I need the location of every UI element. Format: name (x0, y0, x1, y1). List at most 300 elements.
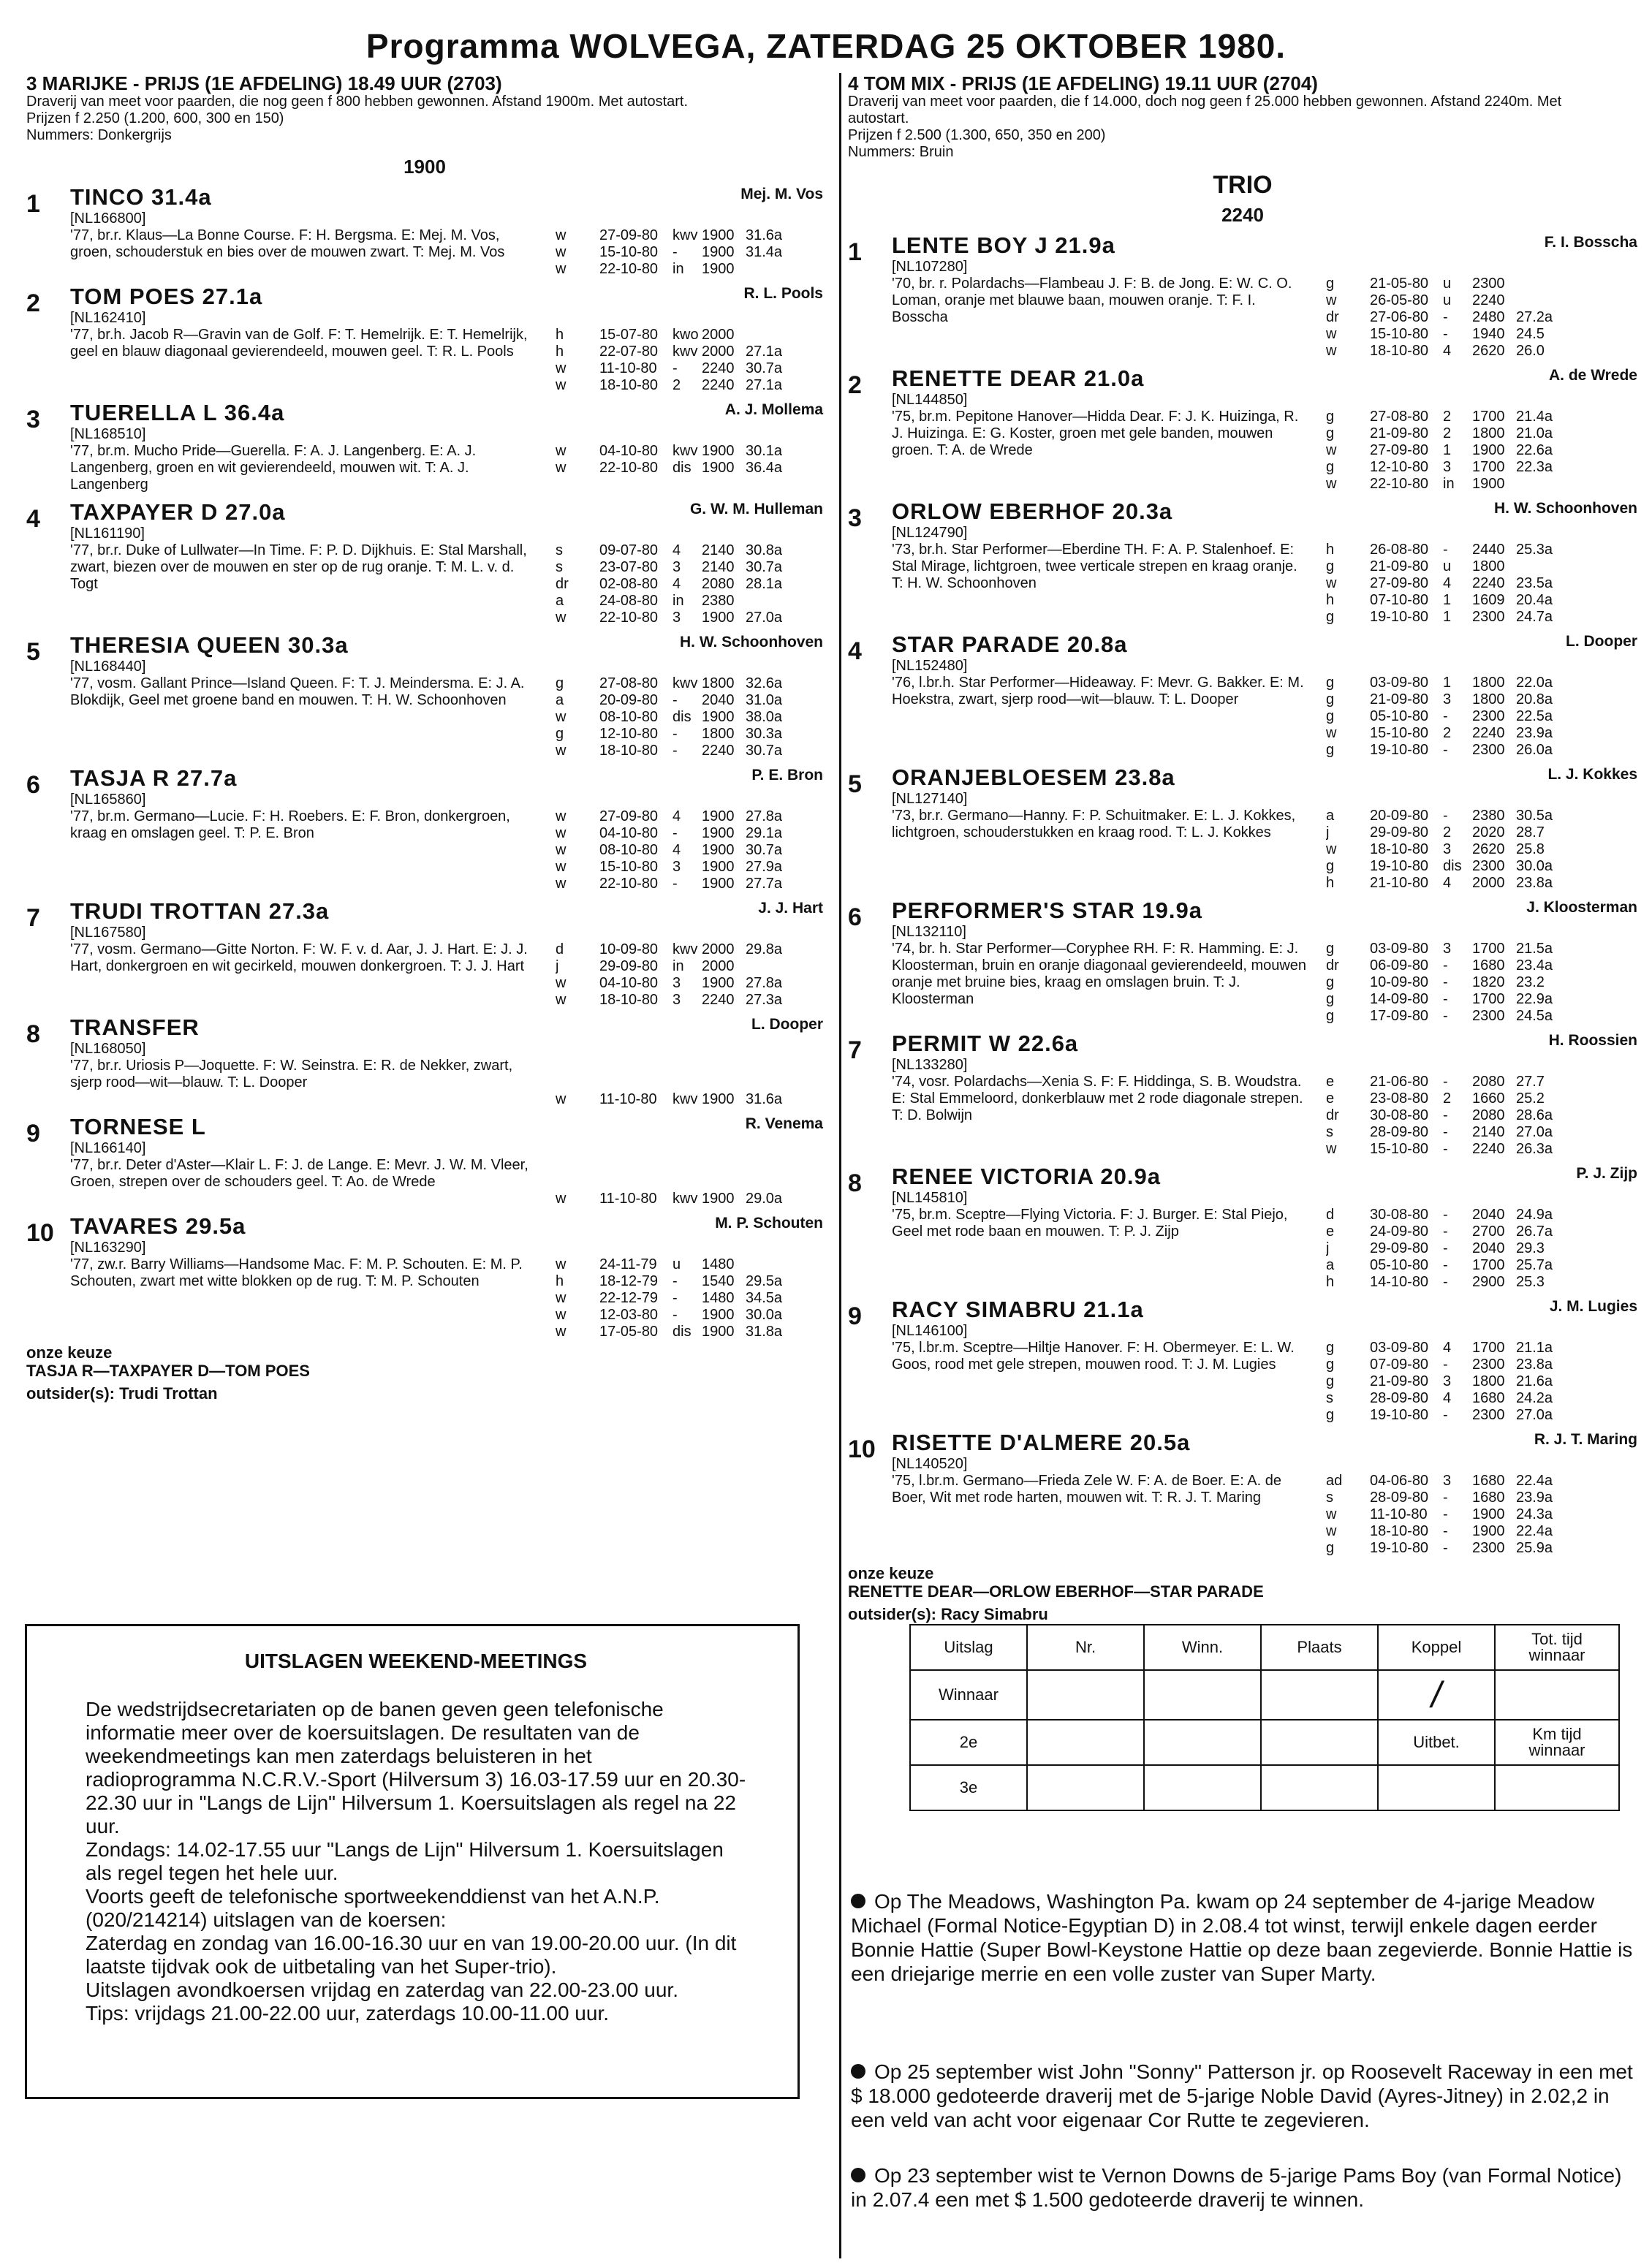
form-cell: 1900 (702, 1091, 735, 1107)
form-cell: dr (556, 576, 569, 592)
form-cell: kwv (672, 1191, 698, 1207)
horse-name: TOM POES 27.1a (70, 284, 263, 309)
keuze: TASJA R—TAXPAYER D—TOM POES (26, 1362, 310, 1380)
form-cell: 21-09-80 (1370, 558, 1429, 574)
form-cell: 27.3a (746, 992, 783, 1008)
form-cell: w (556, 808, 567, 824)
horse-entry (848, 1031, 1637, 1158)
form-cell (599, 1157, 672, 1174)
weekend-results-box (25, 1624, 800, 2099)
form-cell: 4 (1443, 1390, 1452, 1406)
box-paragraph: De wedstrijdsecretariaten op de banen geven geen telefonische informatie meer over de koersuitslagen. De resultaten van de weekendmeetings kan men zaterdags beluisteren in het radioprogramma N.C.R.V.-Sport (Hilversum 3) 16.03-17.59 uur en 20.30-22.30 uur in "Langs de Lijn" Hilversum 1. Koersuitslagen als regel na 22 uur. (86, 1698, 746, 1837)
form-cell: - (672, 825, 678, 841)
header-cell: Nr. (1027, 1625, 1144, 1670)
driver-name: J. Kloosterman (1526, 899, 1637, 916)
horse-number: 1 (848, 238, 862, 266)
form-cell: 4 (672, 842, 681, 858)
form-cell: - (1443, 1107, 1448, 1123)
form-row (556, 460, 797, 477)
form-cell: - (1443, 957, 1448, 974)
form-row (556, 726, 797, 743)
form-cell: 22.4a (1516, 1473, 1553, 1489)
horse-code: [NL163290] (70, 1240, 146, 1256)
form-table (1326, 658, 1567, 759)
driver-name: P. J. Zijp (1576, 1165, 1637, 1182)
driver-name: J. M. Lugies (1549, 1298, 1637, 1315)
horse-entry (848, 1430, 1637, 1557)
form-row (556, 1290, 797, 1307)
form-cell: 22-12-79 (599, 1290, 659, 1306)
form-row (1326, 442, 1567, 459)
form-cell: h (556, 344, 564, 360)
form-cell: kwv (672, 227, 698, 243)
form-cell (1516, 276, 1567, 292)
form-cell: 2000 (1472, 875, 1505, 891)
horse-code: [NL144850] (892, 392, 968, 408)
form-cell: 22-07-80 (599, 344, 659, 360)
form-cell: 23.9a (1516, 1490, 1553, 1506)
form-cell: 07-09-80 (1370, 1357, 1429, 1373)
form-cell: w (556, 743, 567, 759)
race-2703 (26, 73, 823, 1403)
form-table (1326, 1456, 1567, 1557)
form-cell: 4 (1443, 1340, 1452, 1356)
form-row (556, 941, 797, 958)
form-cell: g (1326, 675, 1335, 691)
form-cell (556, 1058, 599, 1074)
form-cell: 1700 (1472, 991, 1505, 1007)
news-item: Op The Meadows, Washington Pa. kwam op 24 september de 4-jarige Meadow Michael (Formal Notice-Egyptian D) in 2.08.4 tot winst, terwijl enkele dagen eerder Bonnie Hattie (Super Bowl-Keystone Hattie op deze baan zegevierde. Bonnie Hattie is een driejarige merrie en een volle zuster van Super Marty. (851, 1890, 1633, 1985)
form-table (556, 426, 797, 493)
horse-number: 9 (26, 1120, 40, 1147)
form-cell: 1700 (1472, 409, 1505, 425)
form-cell: w (556, 1290, 567, 1306)
horse-name: RACY SIMABRU 21.1a (892, 1297, 1144, 1322)
horse-name: STAR PARADE 20.8a (892, 631, 1128, 657)
form-cell: 15-10-80 (1370, 326, 1429, 342)
form-cell: 12-10-80 (1370, 459, 1429, 475)
form-cell: h (1326, 592, 1335, 608)
horse-entry (26, 284, 823, 394)
form-cell: dr (1326, 309, 1339, 325)
form-cell: 27-09-80 (599, 227, 659, 243)
form-cell: 30.7a (746, 360, 783, 376)
race-numbers: Nummers: Donkergrijs (26, 127, 172, 143)
form-cell: 08-10-80 (599, 709, 659, 725)
form-row (1326, 691, 1567, 708)
form-cell: g (1326, 276, 1335, 292)
form-cell: 2480 (1472, 309, 1505, 325)
form-cell: 2620 (1472, 841, 1505, 857)
form-cell: - (672, 1290, 678, 1306)
form-cell: 1680 (1472, 1390, 1505, 1406)
form-cell: 2080 (1472, 1074, 1505, 1090)
form-cell: 4 (672, 808, 681, 824)
form-cell: 11-10-80 (599, 1091, 657, 1107)
form-cell: 2300 (1472, 1008, 1505, 1024)
form-cell: - (672, 1273, 678, 1289)
form-cell: w (556, 842, 567, 858)
horse-info: '76, l.br.h. Star Performer—Hideaway. F: Mevr. G. Bakker. E: M. Hoekstra, zwart, sjerp rood—wit—blauw. T: L. Dooper (892, 675, 1304, 707)
form-cell: - (1443, 326, 1448, 342)
form-cell: e (1326, 1223, 1335, 1240)
form-cell: 22.5a (1516, 708, 1553, 724)
form-cell: 23-08-80 (1370, 1090, 1429, 1107)
horse-code: [NL124790] (892, 525, 968, 541)
form-cell: d (1326, 1207, 1335, 1223)
horse-number: 8 (26, 1020, 40, 1048)
form-cell: - (1443, 1124, 1448, 1140)
form-cell: 2000 (702, 344, 735, 360)
form-cell: 1 (1443, 609, 1452, 625)
race-2704 (848, 73, 1637, 1623)
form-cell: u (1443, 292, 1452, 308)
form-cell: 4 (672, 576, 681, 592)
form-cell: 3 (1443, 459, 1452, 475)
horse-entry (848, 232, 1637, 360)
horse-entry (26, 400, 823, 493)
form-cell: 19-10-80 (1370, 858, 1429, 874)
form-cell: w (556, 227, 567, 243)
form-cell: 1800 (1472, 1373, 1505, 1389)
form-cell: 30.5a (1516, 808, 1553, 824)
table-cell (1261, 1670, 1378, 1720)
form-table (1326, 259, 1567, 360)
horse-entry (26, 1114, 823, 1207)
form-table (556, 1041, 797, 1108)
form-cell: w (556, 244, 567, 260)
form-cell: - (1443, 808, 1448, 824)
horse-code: [NL107280] (892, 259, 968, 275)
form-cell: 21.6a (1516, 1373, 1553, 1389)
header-cell: Winn. (1144, 1625, 1261, 1670)
form-cell: 1609 (1472, 592, 1505, 608)
form-row (1326, 326, 1567, 343)
form-cell: 18-10-80 (1370, 343, 1429, 359)
form-cell: 22-10-80 (599, 460, 659, 476)
form-cell: - (1443, 1540, 1448, 1556)
form-cell: 03-09-80 (1370, 941, 1429, 957)
form-cell (672, 1157, 702, 1174)
form-cell: j (1326, 1240, 1330, 1256)
form-cell: 1480 (702, 1256, 735, 1272)
form-row (556, 559, 797, 576)
form-row (556, 992, 797, 1009)
form-cell: 1 (1443, 442, 1452, 458)
trio-result-table (909, 1624, 1620, 1811)
form-cell: dis (672, 1324, 692, 1340)
form-cell: 1700 (1472, 1340, 1505, 1356)
form-cell: s (1326, 1390, 1333, 1406)
horse-info: '77, br.m. Germano—Lucie. F: H. Roebers. E: F. Bron, donkergroen, kraag en omslagen geel. T: P. E. Bron (70, 808, 510, 841)
form-cell: 21-05-80 (1370, 276, 1429, 292)
form-cell: 3 (672, 992, 681, 1008)
form-cell: 2 (672, 377, 681, 393)
form-cell: 04-10-80 (599, 443, 659, 459)
form-row (1326, 708, 1567, 725)
form-cell: 4 (1443, 575, 1452, 591)
form-row (556, 808, 797, 825)
horse-entry (848, 898, 1637, 1025)
form-cell: 10-09-80 (599, 941, 659, 957)
form-cell: w (1326, 326, 1337, 342)
horse-entry (26, 1014, 823, 1108)
form-row (1326, 409, 1567, 425)
horse-code: [NL132110] (892, 924, 966, 940)
form-cell: 28.6a (1516, 1107, 1553, 1123)
horse-name: RISETTE D'ALMERE 20.5a (892, 1430, 1191, 1455)
form-cell: 28-09-80 (1370, 1390, 1429, 1406)
form-cell: 2440 (1472, 542, 1505, 558)
form-cell: - (1443, 1357, 1448, 1373)
form-row (1326, 941, 1567, 957)
form-cell: 04-10-80 (599, 825, 659, 841)
table-cell (1027, 1720, 1144, 1765)
form-row (556, 593, 797, 610)
horse-entry (26, 184, 823, 278)
form-cell: s (1326, 1490, 1333, 1506)
form-cell: 12-03-80 (599, 1307, 659, 1323)
form-cell: 3 (1443, 691, 1452, 707)
race-distance: 1900 (403, 156, 446, 178)
form-cell: 2 (1443, 425, 1452, 441)
form-cell: h (556, 1273, 564, 1289)
form-cell: 12-10-80 (599, 726, 659, 742)
form-cell: 2000 (702, 958, 735, 974)
horse-info: '77, zw.r. Barry Williams—Handsome Mac. F: M. P. Schouten. E: M. P. Schouten, zwart met witte blokken op de rug. T: M. P. Schouten (70, 1256, 523, 1289)
form-cell: 1680 (1472, 1490, 1505, 1506)
form-cell: 15-10-80 (1370, 725, 1429, 741)
form-cell: 3 (1443, 1473, 1452, 1489)
form-cell: - (672, 360, 678, 376)
form-cell: 04-06-80 (1370, 1473, 1429, 1489)
form-cell: 19-10-80 (1370, 742, 1429, 758)
form-cell (672, 1058, 702, 1074)
form-cell: 38.0a (746, 709, 783, 725)
form-cell: 22.0a (1516, 675, 1553, 691)
form-cell: 1900 (702, 709, 735, 725)
form-cell: j (1326, 824, 1330, 841)
horse-info: '75, br.m. Sceptre—Flying Victoria. F: J. Burger. E: Stal Piejo, Geel met rode baan en mouwen. T: P. J. Zijp (892, 1207, 1288, 1240)
form-cell: 2 (1443, 409, 1452, 425)
form-cell (702, 1174, 746, 1191)
form-table (556, 210, 797, 278)
form-cell: a (1326, 808, 1335, 824)
form-cell: 3 (1443, 1373, 1452, 1389)
form-cell: 15-07-80 (599, 327, 659, 343)
form-cell: w (1326, 442, 1337, 458)
horse-entry (26, 1213, 823, 1340)
form-table (1326, 791, 1567, 892)
form-row (1326, 459, 1567, 476)
form-cell: 1900 (702, 443, 735, 459)
form-cell: 1660 (1472, 1090, 1505, 1107)
form-cell: 30.0a (1516, 858, 1553, 874)
driver-name: M. P. Schouten (715, 1215, 823, 1232)
form-cell: 15-10-80 (599, 244, 659, 260)
form-cell: - (1443, 309, 1448, 325)
form-cell (746, 958, 797, 975)
form-cell: kwv (672, 344, 698, 360)
form-row (556, 675, 797, 692)
form-cell: g (556, 726, 564, 742)
form-cell (1516, 476, 1567, 493)
form-cell: 2240 (702, 992, 735, 1008)
form-cell: 27-08-80 (599, 675, 659, 691)
form-table (556, 792, 797, 892)
form-cell: 1900 (1472, 476, 1505, 492)
form-row (556, 244, 797, 261)
form-cell: a (556, 593, 564, 609)
form-row (556, 709, 797, 726)
horse-info: '77, br.r. Duke of Lullwater—In Time. F: P. D. Dijkhuis. E: Stal Marshall, zwart, biezen over de mouwen en ster op de rug oranje. T: M. L. v. d. Togt (70, 542, 527, 592)
form-cell: g (1326, 742, 1335, 758)
form-row (556, 958, 797, 975)
form-cell: 31.6a (746, 1091, 783, 1107)
form-cell: 22-10-80 (1370, 476, 1429, 492)
form-cell: - (672, 743, 678, 759)
form-cell: 2240 (702, 360, 735, 376)
form-cell: 23.8a (1516, 875, 1553, 891)
form-cell: - (1443, 1490, 1448, 1506)
form-cell: g (1326, 409, 1335, 425)
form-table (1326, 525, 1567, 626)
row-label: 3e (910, 1765, 1027, 1810)
form-cell: - (672, 876, 678, 892)
table-cell (1261, 1720, 1378, 1765)
form-cell: 2240 (1472, 575, 1505, 591)
form-cell: g (1326, 858, 1335, 874)
form-cell: 2140 (702, 559, 735, 575)
horse-code: [NL166800] (70, 210, 146, 227)
horse-code: [NL162410] (70, 310, 146, 326)
form-row (556, 975, 797, 992)
form-row (1326, 1473, 1567, 1490)
trio-label: TRIO (1213, 171, 1273, 199)
form-cell: g (1326, 558, 1335, 574)
form-cell: w (1326, 343, 1337, 359)
form-cell: g (1326, 691, 1335, 707)
form-cell: - (1443, 708, 1448, 724)
form-cell (556, 1174, 599, 1191)
form-row (556, 1324, 797, 1340)
form-cell: 27.2a (1516, 309, 1553, 325)
form-cell: 03-09-80 (1370, 1340, 1429, 1356)
form-cell: - (1443, 1207, 1448, 1223)
horse-entry (26, 632, 823, 759)
form-row (1326, 675, 1567, 691)
horse-info: '75, l.br.m. Germano—Frieda Zele W. F: A. de Boer. E: A. de Boer, Wit met rode harten, mouwen wit. T: R. J. T. Maring (892, 1473, 1281, 1506)
form-cell: - (1443, 1008, 1448, 1024)
form-cell (1516, 292, 1567, 309)
form-cell: 14-10-80 (1370, 1274, 1429, 1290)
horse-list (26, 184, 823, 1340)
horse-entry (26, 499, 823, 626)
form-cell: 05-10-80 (1370, 708, 1429, 724)
horse-entry (848, 498, 1637, 626)
form-cell: 27.0a (1516, 1407, 1553, 1423)
form-cell: g (1326, 1008, 1335, 1024)
driver-name: Mej. M. Vos (740, 186, 823, 202)
horse-name: ORLOW EBERHOF 20.3a (892, 498, 1173, 524)
form-cell: 2 (1443, 725, 1452, 741)
bullet-icon (851, 2064, 865, 2079)
form-cell: 2240 (1472, 725, 1505, 741)
form-cell: 1900 (702, 460, 735, 476)
form-row (1326, 991, 1567, 1008)
form-cell: 36.4a (746, 460, 783, 476)
horse-number: 2 (848, 371, 862, 399)
table-cell (1144, 1720, 1261, 1765)
horse-code: [NL146100] (892, 1323, 968, 1339)
form-cell: 29-09-80 (1370, 1240, 1429, 1256)
form-row (556, 1256, 797, 1273)
uitbet-cell: Uitbet. (1378, 1720, 1495, 1765)
horse-number: 3 (26, 406, 40, 433)
horse-info: '75, l.br.m. Sceptre—Hiltje Hanover. F: H. Obermeyer. E: L. W. Goos, rood met gele strepen, mouwen rood. T: J. M. Lugies (892, 1340, 1295, 1373)
form-row (1326, 1074, 1567, 1090)
form-cell: 26.3a (1516, 1141, 1553, 1157)
form-cell: w (556, 1256, 567, 1272)
form-row (1326, 309, 1567, 326)
horse-name: TINCO 31.4a (70, 184, 212, 210)
form-cell: w (556, 992, 567, 1008)
horse-code: [NL161190] (70, 526, 145, 542)
horse-number: 10 (848, 1435, 876, 1463)
form-row (556, 1058, 797, 1074)
form-cell: 1900 (702, 1324, 735, 1340)
form-cell: 18-10-80 (1370, 841, 1429, 857)
form-cell: in (672, 261, 684, 277)
form-cell: kwo (672, 327, 699, 343)
form-cell: g (1326, 1373, 1335, 1389)
form-cell: s (556, 542, 563, 558)
row-label: 2e (910, 1720, 1027, 1765)
form-cell: 29.1a (746, 825, 783, 841)
form-cell: 3 (672, 859, 681, 875)
form-cell: a (1326, 1257, 1335, 1273)
form-cell: 22-10-80 (599, 876, 659, 892)
form-cell: 28.7 (1516, 824, 1545, 841)
form-cell: 21.0a (1516, 425, 1553, 441)
form-cell: 2020 (1472, 824, 1505, 841)
form-cell: 19-10-80 (1370, 1407, 1429, 1423)
form-table (1326, 1190, 1567, 1291)
form-cell: 2620 (1472, 343, 1505, 359)
driver-name: L. J. Kokkes (1547, 766, 1637, 783)
form-cell: w (1326, 575, 1337, 591)
form-cell: 1 (1443, 675, 1452, 691)
form-cell: g (1326, 991, 1335, 1007)
form-cell: 1900 (702, 808, 735, 824)
form-cell: w (1326, 476, 1337, 492)
form-cell: 2300 (1472, 609, 1505, 625)
form-cell: 2300 (1472, 858, 1505, 874)
form-cell: s (1326, 1124, 1333, 1140)
news-item: Op 25 september wist John "Sonny" Patterson jr. op Roosevelt Raceway in een met $ 18.000 gedoteerde draverij met de 5-jarige Noble David (Ayres-Jitney) in 2.02,2 in een veld van acht voor eigenaar Cor Rutte te zegevieren. (851, 2060, 1633, 2131)
form-cell: 4 (1443, 875, 1452, 891)
form-cell (702, 1058, 746, 1074)
form-cell: 21-09-80 (1370, 691, 1429, 707)
form-cell: - (672, 692, 678, 708)
driver-name: F. I. Bosscha (1544, 234, 1637, 251)
form-cell: g (1326, 609, 1335, 625)
form-cell: 1700 (1472, 1257, 1505, 1273)
form-cell: 2140 (1472, 1124, 1505, 1140)
horse-name: PERMIT W 22.6a (892, 1031, 1079, 1056)
horse-number: 4 (26, 505, 40, 533)
form-cell: - (1443, 1407, 1448, 1423)
